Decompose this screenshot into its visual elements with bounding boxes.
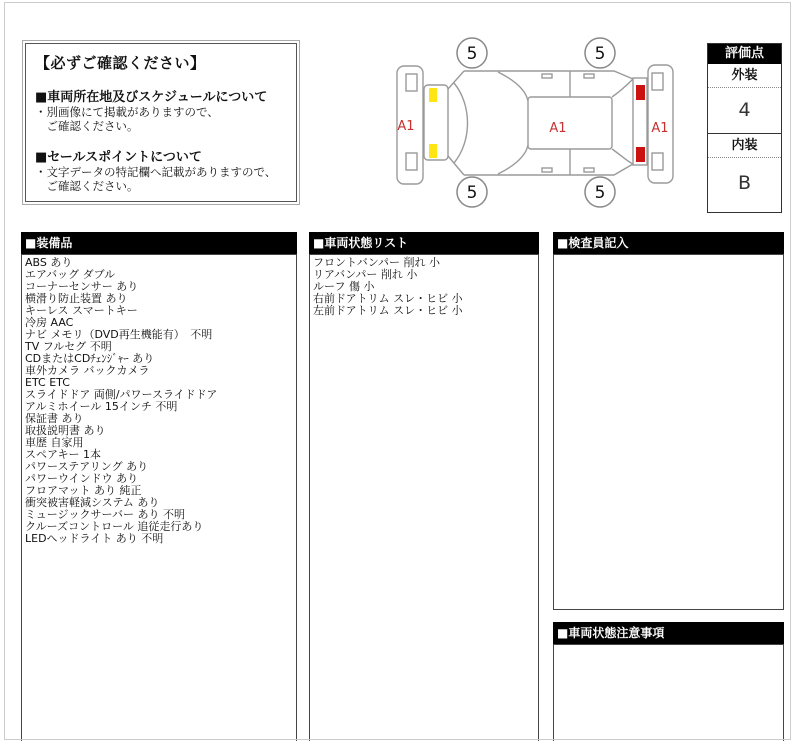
exterior-score: 4 xyxy=(708,88,781,134)
notice-section-1-line: ご確認ください。 xyxy=(35,119,139,133)
roof-grade-label: A1 xyxy=(549,121,567,136)
list-item: アルミホイール 15インチ 不明 xyxy=(25,400,178,413)
list-item: 車歴 自家用 xyxy=(25,436,84,449)
car-body-outline xyxy=(397,65,673,184)
list-item: パワーステアリング あり xyxy=(25,460,149,473)
list-item: 取扱説明書 あり xyxy=(25,424,106,437)
notice-section-1-line: ・別画像にて掲載がありますので、 xyxy=(35,105,219,119)
list-item: フロントバンパー 削れ 小 xyxy=(313,256,441,269)
list-item: ナビ メモリ（DVD再生機能有） 不明 xyxy=(25,328,213,341)
notice-section-2-heading: ■セールスポイントについて xyxy=(35,150,202,165)
equipment-box xyxy=(21,254,297,741)
notice-box xyxy=(22,40,300,205)
list-item: スライドドア 両側/パワースライドドア xyxy=(25,388,218,401)
list-item: 左前ドアトリム スレ・ヒビ 小 xyxy=(313,304,463,317)
condition-notes-box xyxy=(553,644,784,741)
list-item: コーナーセンサー あり xyxy=(25,280,139,293)
condition-box xyxy=(309,254,539,741)
inspector-header: ■検査員記入 xyxy=(553,232,784,254)
taillight-marker-bottom xyxy=(636,147,645,162)
exterior-label: 外装 xyxy=(708,64,781,88)
list-item: リアバンパー 削れ 小 xyxy=(313,268,418,281)
list-item: スペアキー 1本 xyxy=(25,448,102,461)
list-item: 右前ドアトリム スレ・ヒビ 小 xyxy=(313,292,463,305)
list-item: 保証書 あり xyxy=(25,412,84,425)
taillight-marker-top xyxy=(636,85,645,100)
condition-list xyxy=(310,255,538,319)
list-item: クルーズコントロール 追従走行あり xyxy=(25,520,204,533)
wheel-score-bottom-left: 5 xyxy=(466,183,478,203)
list-item: CDまたはCDﾁｪﾝｼﾞｬｰ あり xyxy=(25,352,155,365)
condition-notes-header: ■車両状態注意事項 xyxy=(553,622,784,644)
list-item: TV フルセグ 不明 xyxy=(25,340,112,353)
evaluation-table xyxy=(707,43,782,213)
list-item: ETC ETC xyxy=(25,376,70,389)
list-item: エアバッグ ダブル xyxy=(25,268,116,281)
notice-section-1-heading: ■車両所在地及びスケジュールについて xyxy=(35,90,268,105)
list-item: ルーフ 傷 小 xyxy=(313,280,375,293)
list-item: キーレス スマートキー xyxy=(25,304,138,317)
wheel-score-bottom-right: 5 xyxy=(594,183,606,203)
list-item: 衝突被害軽減システム あり xyxy=(25,496,160,509)
list-item: 冷房 AAC xyxy=(25,316,74,329)
list-item: パワーウインドウ あり xyxy=(25,472,139,485)
front-bumper-grade-label: A1 xyxy=(397,119,415,134)
headlight-marker-top xyxy=(429,88,437,102)
headlight-marker-bottom xyxy=(429,144,437,158)
interior-label: 内装 xyxy=(708,134,781,158)
inspector-box xyxy=(553,254,784,610)
list-item: ABS あり xyxy=(25,256,73,269)
condition-header: ■車両状態リスト xyxy=(309,232,539,254)
interior-score: B xyxy=(737,172,752,194)
notice-box-inner xyxy=(25,43,297,202)
evaluation-title: 評価点 xyxy=(708,44,781,64)
car-damage-diagram xyxy=(356,5,696,220)
wheel-score-top-left: 5 xyxy=(466,44,478,64)
equipment-list xyxy=(22,255,296,547)
notice-section-2-line: ご確認ください。 xyxy=(35,179,139,193)
equipment-header: ■装備品 xyxy=(21,232,297,254)
list-item: 車外カメラ バックカメラ xyxy=(25,364,150,377)
notice-title: 【必ずご確認ください】 xyxy=(35,54,206,72)
notice-section-2-line: ・文字データの特記欄へ記載がありますので、 xyxy=(35,165,277,179)
list-item: フロアマット あり 純正 xyxy=(25,484,142,497)
list-item: LEDヘッドライト あり 不明 xyxy=(25,532,164,545)
list-item: ミュージックサーバー あり 不明 xyxy=(25,508,186,521)
rear-bumper-grade-label: A1 xyxy=(651,121,669,136)
wheel-circles xyxy=(457,38,615,207)
wheel-score-top-right: 5 xyxy=(594,44,606,64)
list-item: 横滑り防止装置 あり xyxy=(25,292,128,305)
